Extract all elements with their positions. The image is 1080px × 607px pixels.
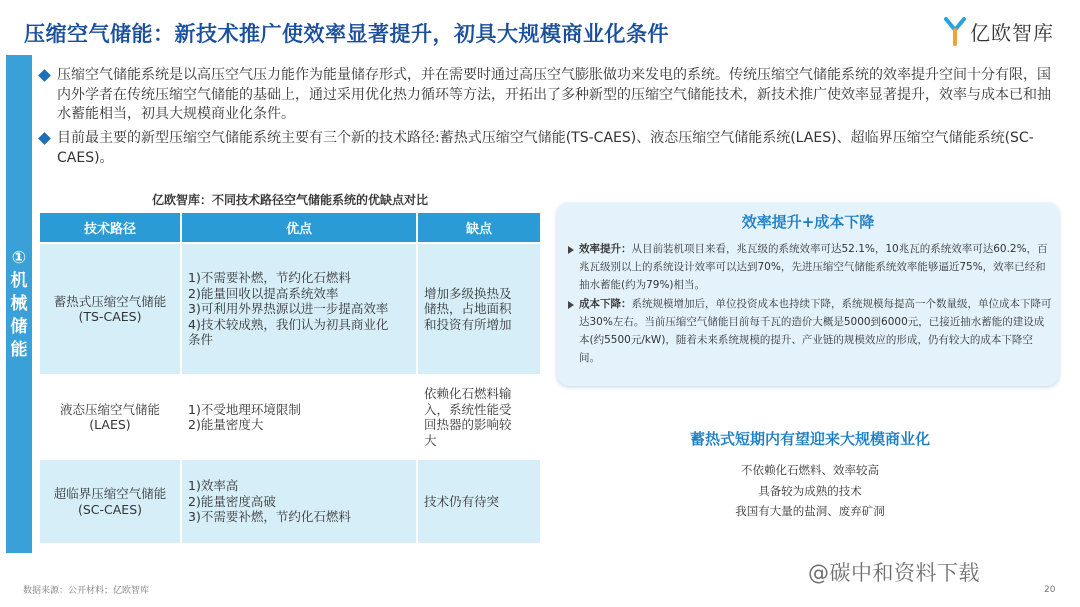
header-route: 技术路径: [40, 213, 181, 243]
cons-line: 储热，占地面积: [424, 301, 512, 317]
route-name: 蓄热式压缩空气储能: [53, 293, 167, 309]
cons-line: 入，系统性能受: [424, 401, 512, 417]
pros-line: 4)技术较成熟，我们认为初具商业化: [188, 316, 389, 332]
section-label: ①机械储能: [10, 247, 28, 360]
cons-line: 回热器的影响较: [424, 417, 512, 432]
cons-cell: [417, 375, 540, 459]
route-abbr: (SC-CAES): [77, 501, 143, 517]
bullet-item: [40, 129, 1055, 168]
pros-line: 2)能量密度高破: [188, 493, 276, 509]
section-sidebar: [6, 55, 32, 553]
highlight-box: [557, 203, 1059, 386]
route-abbr: (LAES): [89, 417, 131, 432]
pros-line: 1)效率高: [188, 478, 239, 494]
table-row: [40, 459, 540, 543]
pros-cell: [181, 375, 417, 459]
pros-line: 条件: [188, 332, 214, 348]
triangle-bullet-icon: [568, 301, 574, 309]
pros-line: 3)不需要补燃，节约化石燃料: [188, 509, 351, 525]
cons-line: 增加多级换热及: [424, 285, 512, 301]
pros-cell: [181, 459, 417, 543]
route-name: 超临界压缩空气储能: [53, 486, 167, 501]
pros-line: 2)能量密度大: [188, 417, 264, 432]
route-cell: [40, 459, 181, 543]
triangle-bullet-icon: [568, 246, 574, 254]
table-row: [40, 243, 540, 375]
summary-title: 蓄热式短期内有望迎来大规模商业化: [689, 430, 930, 448]
route-cell: [40, 375, 181, 459]
highlight-item-key: 效率提升：: [579, 243, 632, 255]
data-source: 数据来源：公开材料；亿欧智库: [23, 586, 150, 596]
watermark: @碳中和资料下载: [808, 561, 980, 585]
route-abbr: (TS-CAES): [78, 309, 142, 324]
diamond-bullet-icon: [38, 69, 51, 82]
cons-line: 和投资有所增加: [424, 316, 512, 332]
logo-text: 亿欧智库: [970, 20, 1054, 45]
route-name: 液态压缩空气储能: [59, 401, 160, 417]
summary-line: 具备较为成熟的技术: [758, 484, 862, 498]
cons-line: 依赖化石燃料输: [424, 386, 512, 401]
highlight-item: [568, 240, 1052, 294]
table-title: 亿欧智库：不同技术路径空气储能系统的优缺点对比: [151, 193, 428, 207]
logo: [944, 16, 1054, 46]
highlight-item: [568, 295, 1052, 367]
diamond-bullet-icon: [38, 132, 51, 145]
comparison-table: [40, 213, 540, 543]
yiou-logo-icon: [944, 16, 966, 46]
pros-line: 2)能量回收以提高系统效率: [188, 285, 339, 301]
cons-line: 大: [424, 432, 437, 448]
summary-line: 我国有大量的盐洞、废弃矿洞: [735, 504, 885, 518]
route-cell: [40, 243, 181, 375]
summary-line: 不依赖化石燃料、效率较高: [741, 463, 879, 477]
highlight-item-text: 系统规模增加后，单位投资成本也持续下降，系统规模每提高一个数量级，单位成本下降可达30%左右。当前压缩空气储能目前每千瓦的造价大概是5000到6000元，已接近抽水蓄能的建设成本(约5500元/kW)，随着未来系统规模的提升、产业链的规模效应的形成，仍有较大的成本下降空间。: [579, 298, 1052, 364]
highlight-item-key: 成本下降：: [579, 298, 632, 310]
cons-cell: [417, 459, 540, 543]
header-cons: 缺点: [417, 213, 540, 243]
highlight-item-text: 从目前装机项目来看，兆瓦级的系统效率可达52.1%，10兆瓦的系统效率可达60.2%，百兆瓦级别以上的系统设计效率可以达到70%，先进压缩空气储能系统效率能够逼近75%，效率已经和抽水蓄能(约为79%)相当。: [579, 243, 1048, 291]
bullet-item: [40, 66, 1055, 125]
table-header-row: [40, 213, 540, 243]
page-number: 20: [1044, 585, 1056, 595]
header-pros: 优点: [181, 213, 417, 243]
pros-line: 1)不受地理环境限制: [188, 401, 301, 417]
pros-line: 3)可利用外界热源以进一步提高效率: [188, 301, 389, 317]
page-title: 压缩空气储能：新技术推广使效率显著提升，初具大规模商业化条件: [24, 22, 669, 46]
bullet-text: 压缩空气储能系统是以高压空气压力能作为能量储存形式，并在需要时通过高压空气膨胀做功来发电的系统。传统压缩空气储能系统的效率提升空间十分有限，国内外学者在传统压缩空气储能的基础上，通过采用优化热力循环等方法，开拓出了多种新型的压缩空气储能技术，新技术推广使效率显著提升，效率与成本已和抽水蓄能相当，初具大规模商业化条件。: [57, 67, 1051, 122]
bullet-text: 目前最主要的新型压缩空气储能系统主要有三个新的技术路径:蓄热式压缩空气储能(TS-CAES)、液态压缩空气储能系统(LAES)、超临界压缩空气储能系统(SC-CAES)。: [57, 130, 1034, 166]
table-row: [40, 375, 540, 459]
pros-cell: [181, 243, 417, 375]
cons-line: 技术仍有待突: [424, 493, 500, 509]
highlight-box-title: 效率提升+成本下降: [741, 213, 875, 231]
cons-cell: [417, 243, 540, 375]
pros-line: 1)不需要补燃，节约化石燃料: [188, 270, 351, 286]
